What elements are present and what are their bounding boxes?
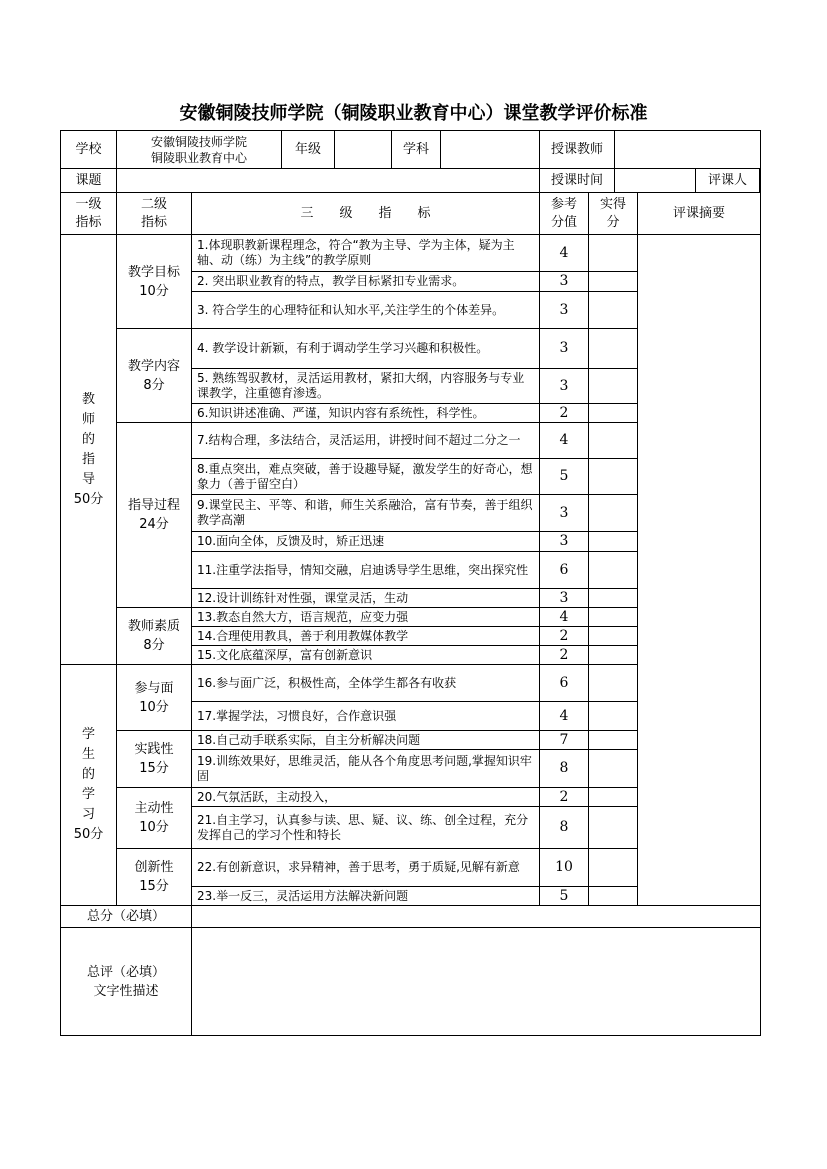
- criterion-text: 16.参与面广泛，积极性高，全体学生都各有收获: [192, 665, 540, 702]
- actual-score-input[interactable]: [589, 495, 638, 532]
- criterion-text: 9.课堂民主、平等、和谐，师生关系融洽，富有节奏，善于组织教学高潮: [192, 495, 540, 532]
- group-label: 指导过程 24分: [117, 423, 192, 608]
- reference-score: 3: [540, 272, 589, 292]
- topic-value[interactable]: [117, 169, 540, 193]
- criterion-text: 15.文化底蕴深厚，富有创新意识: [192, 646, 540, 665]
- teacher-label: 授课教师: [540, 131, 615, 168]
- header-level1: 一级 指标: [61, 193, 117, 235]
- header-ref-score: 参考 分值: [540, 193, 589, 235]
- criterion-text: 5. 熟练驾驭教材，灵活运用教材，紧扣大纲，内容服务与专业课教学，注重德育渗透。: [192, 369, 540, 404]
- actual-score-input[interactable]: [589, 532, 638, 552]
- criterion-text: 3. 符合学生的心理特征和认知水平,关注学生的个体差异。: [192, 292, 540, 329]
- reference-score: 6: [540, 552, 589, 589]
- actual-score-input[interactable]: [589, 646, 638, 665]
- criterion-text: 19.训练效果好，思维灵活，能从各个角度思考问题,掌握知识牢固: [192, 750, 540, 788]
- reference-score: 4: [540, 608, 589, 627]
- topic-label: 课题: [61, 169, 117, 193]
- criterion-text: 21.自主学习，认真参与读、思、疑、议、练、创全过程，充分发挥自己的学习个性和特长: [192, 807, 540, 849]
- comment-label: 总评（必填） 文字性描述: [61, 928, 192, 1036]
- criterion-text: 17.掌握学法，习惯良好，合作意识强: [192, 702, 540, 731]
- reference-score: 2: [540, 788, 589, 807]
- reference-score: 10: [540, 849, 589, 887]
- criterion-text: 13.教态自然大方，语言规范，应变力强: [192, 608, 540, 627]
- criterion-text: 12.设计训练针对性强，课堂灵活，生动: [192, 589, 540, 608]
- actual-score-input[interactable]: [589, 731, 638, 750]
- reference-score: 6: [540, 665, 589, 702]
- actual-score-input[interactable]: [589, 292, 638, 329]
- teacher-value[interactable]: [615, 131, 760, 168]
- actual-score-input[interactable]: [589, 750, 638, 788]
- reference-score: 3: [540, 495, 589, 532]
- page-title: 安徽铜陵技师学院（铜陵职业教育中心）课堂教学评价标准: [179, 103, 648, 124]
- total-input[interactable]: [192, 906, 761, 928]
- criterion-text: 23.举一反三，灵活运用方法解决新问题: [192, 887, 540, 906]
- actual-score-input[interactable]: [589, 459, 638, 495]
- reference-score: 2: [540, 627, 589, 646]
- school-label: 学校: [61, 131, 117, 169]
- header-level3: 三 级 指 标: [192, 193, 540, 235]
- actual-score-input[interactable]: [589, 849, 638, 887]
- reference-score: 3: [540, 589, 589, 608]
- header-level2: 二级 指标: [117, 193, 192, 235]
- criterion-text: 14.合理使用教具，善于利用教媒体教学: [192, 627, 540, 646]
- group-label: 教学内容 8分: [117, 329, 192, 423]
- evaluator-label: 评课人: [696, 169, 760, 192]
- actual-score-input[interactable]: [589, 329, 638, 369]
- group-label: 实践性 15分: [117, 731, 192, 788]
- actual-score-input[interactable]: [589, 423, 638, 459]
- reference-score: 4: [540, 423, 589, 459]
- actual-score-input[interactable]: [589, 788, 638, 807]
- reference-score: 3: [540, 329, 589, 369]
- criterion-text: 20.气氛活跃，主动投入，: [192, 788, 540, 807]
- reference-score: 3: [540, 532, 589, 552]
- reference-score: 3: [540, 292, 589, 329]
- comment-input[interactable]: [192, 928, 761, 1036]
- criterion-text: 4. 教学设计新颖，有利于调动学生学习兴趣和积极性。: [192, 329, 540, 369]
- actual-score-input[interactable]: [589, 589, 638, 608]
- group-label: 参与面 10分: [117, 665, 192, 731]
- actual-score-input[interactable]: [589, 627, 638, 646]
- actual-score-input[interactable]: [589, 272, 638, 292]
- actual-score-input[interactable]: [589, 404, 638, 423]
- group-label: 主动性 10分: [117, 788, 192, 849]
- reference-score: 8: [540, 807, 589, 849]
- actual-score-input[interactable]: [589, 702, 638, 731]
- reference-score: 7: [540, 731, 589, 750]
- actual-score-input[interactable]: [589, 807, 638, 849]
- reference-score: 4: [540, 702, 589, 731]
- criterion-text: 6.知识讲述准确、严谨，知识内容有系统性，科学性。: [192, 404, 540, 423]
- subject-label: 学科: [392, 131, 441, 168]
- reference-score: 2: [540, 646, 589, 665]
- actual-score-input[interactable]: [589, 552, 638, 589]
- teacher-cell: [540, 131, 761, 169]
- actual-score-input[interactable]: [589, 369, 638, 404]
- reference-score: 3: [540, 369, 589, 404]
- reference-score: 8: [540, 750, 589, 788]
- group-label: 教师素质 8分: [117, 608, 192, 665]
- grade-value[interactable]: [335, 131, 392, 168]
- section-label: 学 生 的 学 习 50分: [61, 665, 117, 906]
- criterion-text: 1.体现职教新课程理念，符合“教为主导、学为主体，疑为主轴、动（练）为主线”的教学原则: [192, 235, 540, 272]
- time-evaluator-cell: [540, 169, 761, 193]
- school-cell: [117, 131, 540, 169]
- actual-score-input[interactable]: [589, 235, 638, 272]
- section-label: 教 师 的 指 导 50分: [61, 235, 117, 665]
- reference-score: 2: [540, 404, 589, 423]
- actual-score-input[interactable]: [589, 608, 638, 627]
- reference-score: 4: [540, 235, 589, 272]
- criterion-text: 22.有创新意识，求异精神，善于思考，勇于质疑,见解有新意: [192, 849, 540, 887]
- reference-score: 5: [540, 887, 589, 906]
- actual-score-input[interactable]: [589, 887, 638, 906]
- school-value: 安徽铜陵技师学院 铜陵职业教育中心: [117, 131, 282, 168]
- criterion-text: 8.重点突出，难点突破，善于设趣导疑，激发学生的好奇心，想象力（善于留空白）: [192, 459, 540, 495]
- table-row: [61, 235, 761, 272]
- group-label: 教学目标 10分: [117, 235, 192, 329]
- subject-value[interactable]: [441, 131, 539, 168]
- time-value[interactable]: [615, 169, 696, 192]
- criterion-text: 7.结构合理，多法结合，灵活运用，讲授时间不超过二分之一: [192, 423, 540, 459]
- total-label: 总分（必填）: [61, 906, 192, 928]
- actual-score-input[interactable]: [589, 665, 638, 702]
- criterion-text: 2. 突出职业教育的特点，教学目标紧扣专业需求。: [192, 272, 540, 292]
- group-label: 创新性 15分: [117, 849, 192, 906]
- evaluation-table: [60, 130, 761, 1036]
- reference-score: 5: [540, 459, 589, 495]
- header-actual-score: 实得 分: [589, 193, 638, 235]
- grade-label: 年级: [282, 131, 335, 168]
- criterion-text: 10.面向全体，反馈及时，矫正迅速: [192, 532, 540, 552]
- criterion-text: 18.自己动手联系实际，自主分析解决问题: [192, 731, 540, 750]
- summary-input[interactable]: [638, 235, 761, 906]
- header-summary: 评课摘要: [638, 193, 761, 235]
- time-label: 授课时间: [540, 169, 615, 192]
- criterion-text: 11.注重学法指导，情知交融，启迪诱导学生思维，突出探究性: [192, 552, 540, 589]
